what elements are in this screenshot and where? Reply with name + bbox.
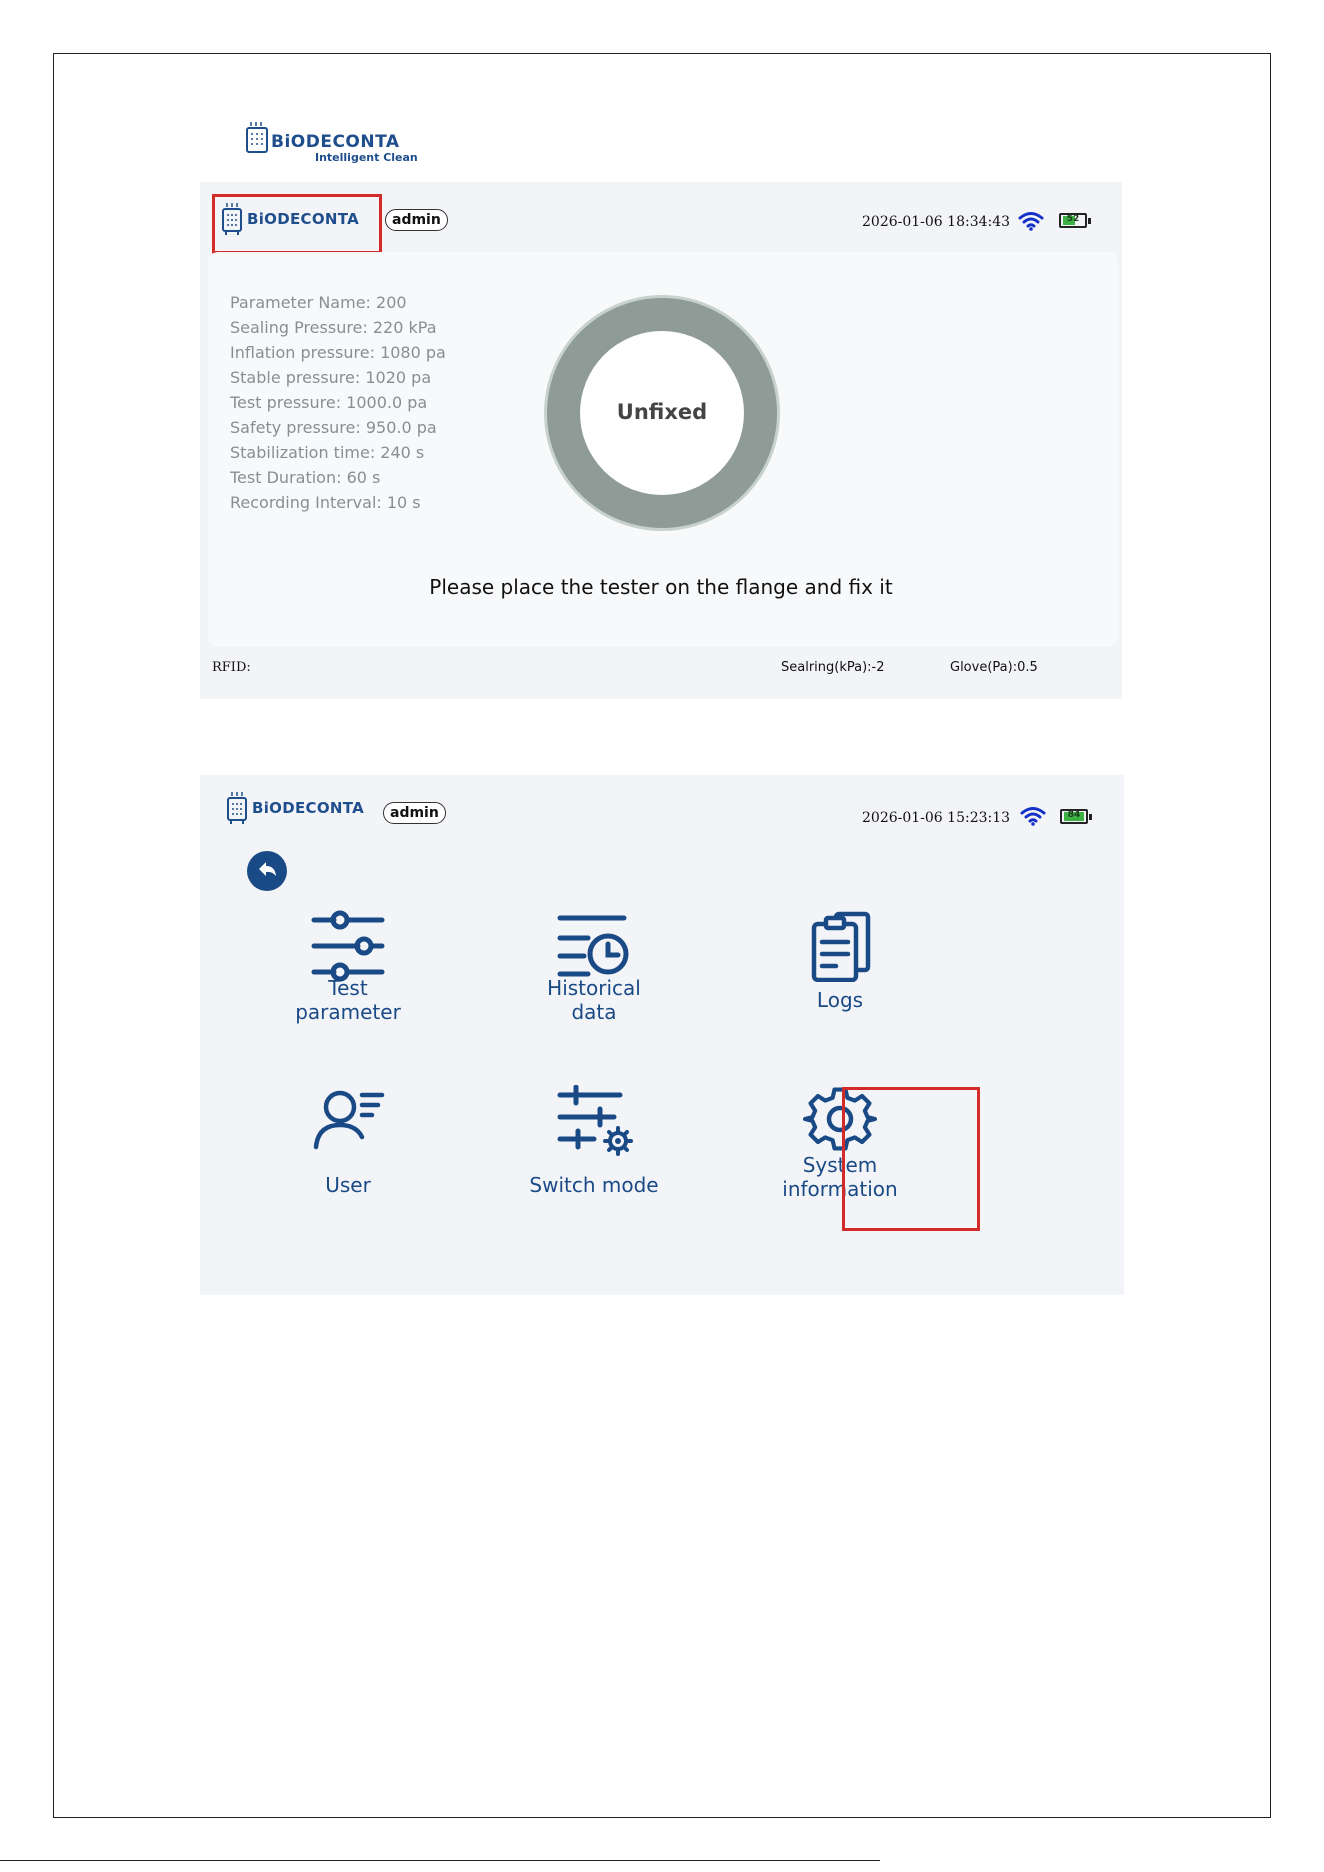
battery-level: 52 xyxy=(1066,214,1080,224)
history-clock-icon xyxy=(554,910,634,982)
test-screen xyxy=(200,182,1122,699)
battery-level: 84 xyxy=(1067,810,1081,820)
device-logo-icon xyxy=(227,791,247,825)
glove-readout: Glove(Pa):0.5 xyxy=(950,660,1038,675)
clipboard-icon xyxy=(800,910,880,982)
user-badge[interactable]: admin xyxy=(385,209,448,231)
menu-switch-mode-label: Switch mode xyxy=(529,1173,659,1197)
battery-icon xyxy=(1059,213,1087,228)
menu-logs-label: Logs xyxy=(816,988,864,1012)
menu-historical-data[interactable] xyxy=(509,910,679,1024)
param-recording-interval: Recording Interval: 10 s xyxy=(230,493,421,512)
param-inflation-pressure: Inflation pressure: 1080 pa xyxy=(230,343,446,362)
menu-test-parameter[interactable] xyxy=(263,910,433,1024)
back-button[interactable] xyxy=(247,851,287,891)
back-arrow-icon xyxy=(247,851,287,891)
param-test-duration: Test Duration: 60 s xyxy=(230,468,381,487)
user-badge[interactable]: admin xyxy=(383,802,446,824)
device-logo-icon xyxy=(245,120,269,156)
rfid-label: RFID: xyxy=(212,660,251,675)
param-test-pressure: Test pressure: 1000.0 pa xyxy=(230,393,428,412)
menu-historical-data-label: Historical data xyxy=(547,976,641,1024)
menu-screen xyxy=(200,775,1124,1295)
param-stabilization-time: Stabilization time: 240 s xyxy=(230,443,425,462)
menu-switch-mode[interactable] xyxy=(509,1085,679,1197)
instruction-text: Please place the tester on the flange and fix it xyxy=(429,575,893,599)
param-name: Parameter Name: 200 xyxy=(230,293,407,312)
menu-logs[interactable] xyxy=(755,910,925,1012)
param-stable-pressure: Stable pressure: 1020 pa xyxy=(230,368,432,387)
document-logo xyxy=(245,120,425,164)
footer-rule xyxy=(0,1860,880,1861)
sliders-gear-icon xyxy=(554,1085,634,1157)
sealring-readout: Sealring(kPa):-2 xyxy=(781,660,885,675)
menu-test-parameter-label: Test parameter xyxy=(295,976,401,1024)
highlight-box-system-information xyxy=(842,1087,980,1231)
user-icon xyxy=(308,1085,388,1157)
parameter-list xyxy=(230,290,446,515)
document-logo-tagline: Intelligent Clean xyxy=(315,151,418,164)
param-safety-pressure: Safety pressure: 950.0 pa xyxy=(230,418,437,437)
wifi-icon xyxy=(1020,806,1046,826)
datetime-display: 2026-01-06 18:34:43 xyxy=(862,214,1011,230)
brand-wordmark: BiODECONTA xyxy=(247,210,360,228)
battery-icon xyxy=(1060,809,1088,824)
menu-system-information-label: System information xyxy=(782,1153,898,1201)
menu-user[interactable] xyxy=(263,1085,433,1197)
document-logo-wordmark: BiODECONTA xyxy=(271,132,400,152)
wifi-icon xyxy=(1018,211,1044,231)
sliders-icon xyxy=(308,910,388,982)
menu-user-label: User xyxy=(325,1173,371,1197)
datetime-display: 2026-01-06 15:23:13 xyxy=(862,810,1011,826)
highlight-box-logo xyxy=(212,194,382,254)
param-sealing-pressure: Sealing Pressure: 220 kPa xyxy=(230,318,437,337)
app-logo[interactable] xyxy=(227,791,364,825)
status-label: Unfixed xyxy=(616,400,708,424)
brand-wordmark: BiODECONTA xyxy=(252,799,365,817)
